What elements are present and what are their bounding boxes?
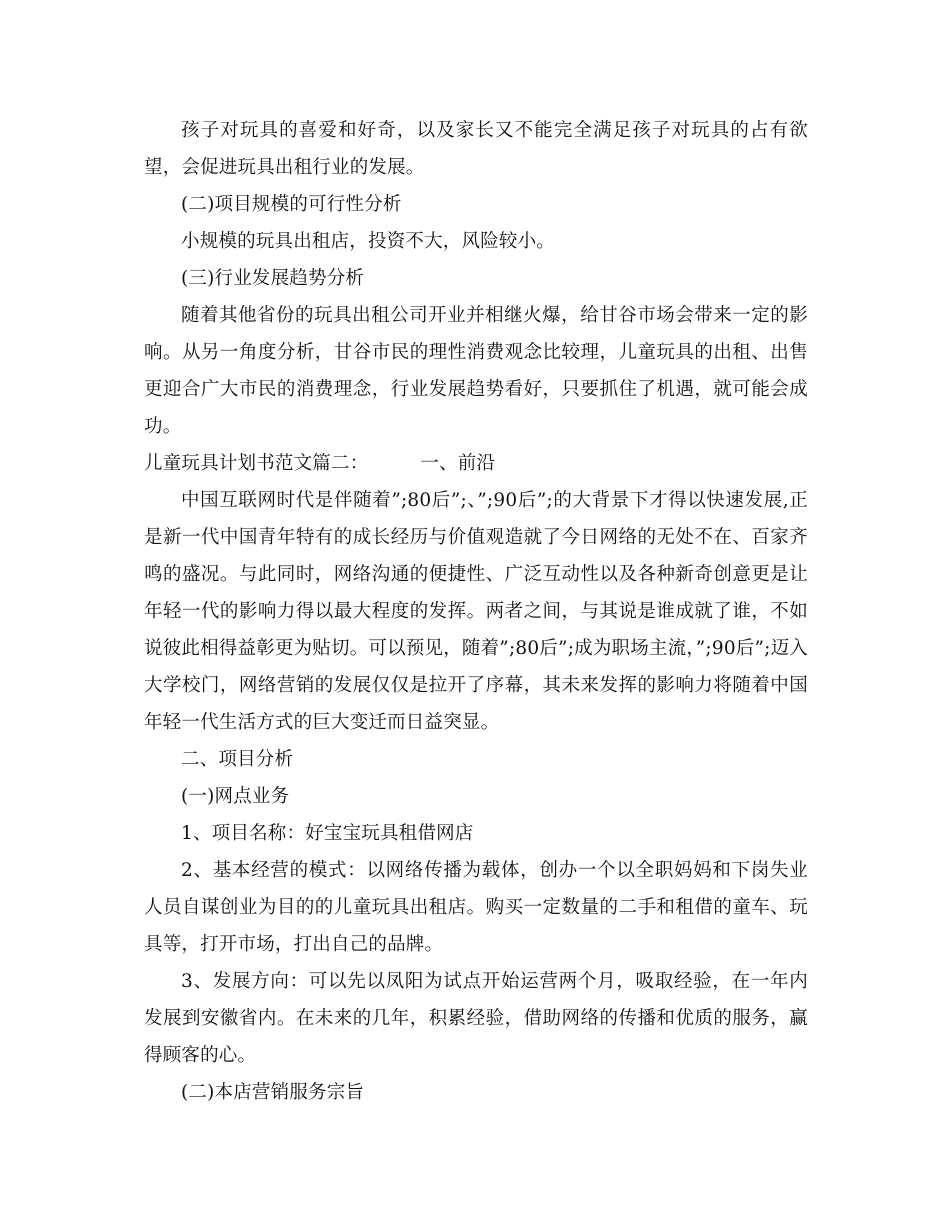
paragraph-small-scale: 小规模的玩具出租店，投资不大，风险较小。 xyxy=(181,231,556,252)
section-title: 儿童玩具计划书范文篇二： xyxy=(144,453,369,474)
section-heading xyxy=(144,445,808,482)
heading-service-tenet: (二)本店营销服务宗旨 xyxy=(181,1082,365,1103)
heading-industry-trend: (三)行业发展趋势分析 xyxy=(181,268,365,289)
document-body xyxy=(144,112,808,1111)
item-business-model: 2、基本经营的模式：以网络传播为载体，创办一个以全职妈妈和下岗失业人员自谋创业为目的的儿童玩具出租店。购买一定数量的二手和租借的童车、玩具等，打开市场，打出自己的品牌。 xyxy=(144,860,808,955)
heading-project-scale: (二)项目规模的可行性分析 xyxy=(181,194,402,215)
paragraph-industry-trend: 随着其他省份的玩具出租公司开业并相继火爆，给甘谷市场会带来一定的影响。从另一角度分析，甘谷市民的理性消费观念比较理，儿童玩具的出租、出售更迎合广大市民的消费理念，行业发展趋势看好，只要抓住了机遇，就可能会成功。 xyxy=(144,305,808,437)
paragraph-internet-era: 中国互联网时代是伴随着”;80后”;、”;90后”;的大背景下才得以快速发展,正是新一代中国青年特有的成长经历与价值观造就了今日网络的无处不在、百家齐鸣的盛况。与此同时，网络沟通的便捷性、广泛互动性以及各种新奇创意更是让年轻一代的影响力得以最大程度的发挥。两者之间，与其说是谁成就了谁，不如说彼此相得益彰更为贴切。可以预见，随着”;80后”;成为职场主流，”;90后”;迈入大学校门，网络营销的发展仅仅是拉开了序幕，其未来发挥的影响力将随着中国年轻一代生活方式的巨大变迁而日益突显。 xyxy=(144,490,808,733)
section-subtitle: 一、前沿 xyxy=(420,453,496,474)
item-project-name: 1、项目名称：好宝宝玩具租借网店 xyxy=(181,823,474,844)
paragraph-toy-demand: 孩子对玩具的喜爱和好奇，以及家长又不能完全满足孩子对玩具的占有欲望，会促进玩具出租行业的发展。 xyxy=(144,120,808,178)
heading-outlet-business: (一)网点业务 xyxy=(181,786,290,807)
heading-project-analysis: 二、项目分析 xyxy=(181,749,294,770)
item-development-direction: 3、发展方向：可以先以凤阳为试点开始运营两个月，吸取经验，在一年内发展到安徽省内。在未来的几年，积累经验，借助网络的传播和优质的服务，赢得顾客的心。 xyxy=(144,971,808,1066)
